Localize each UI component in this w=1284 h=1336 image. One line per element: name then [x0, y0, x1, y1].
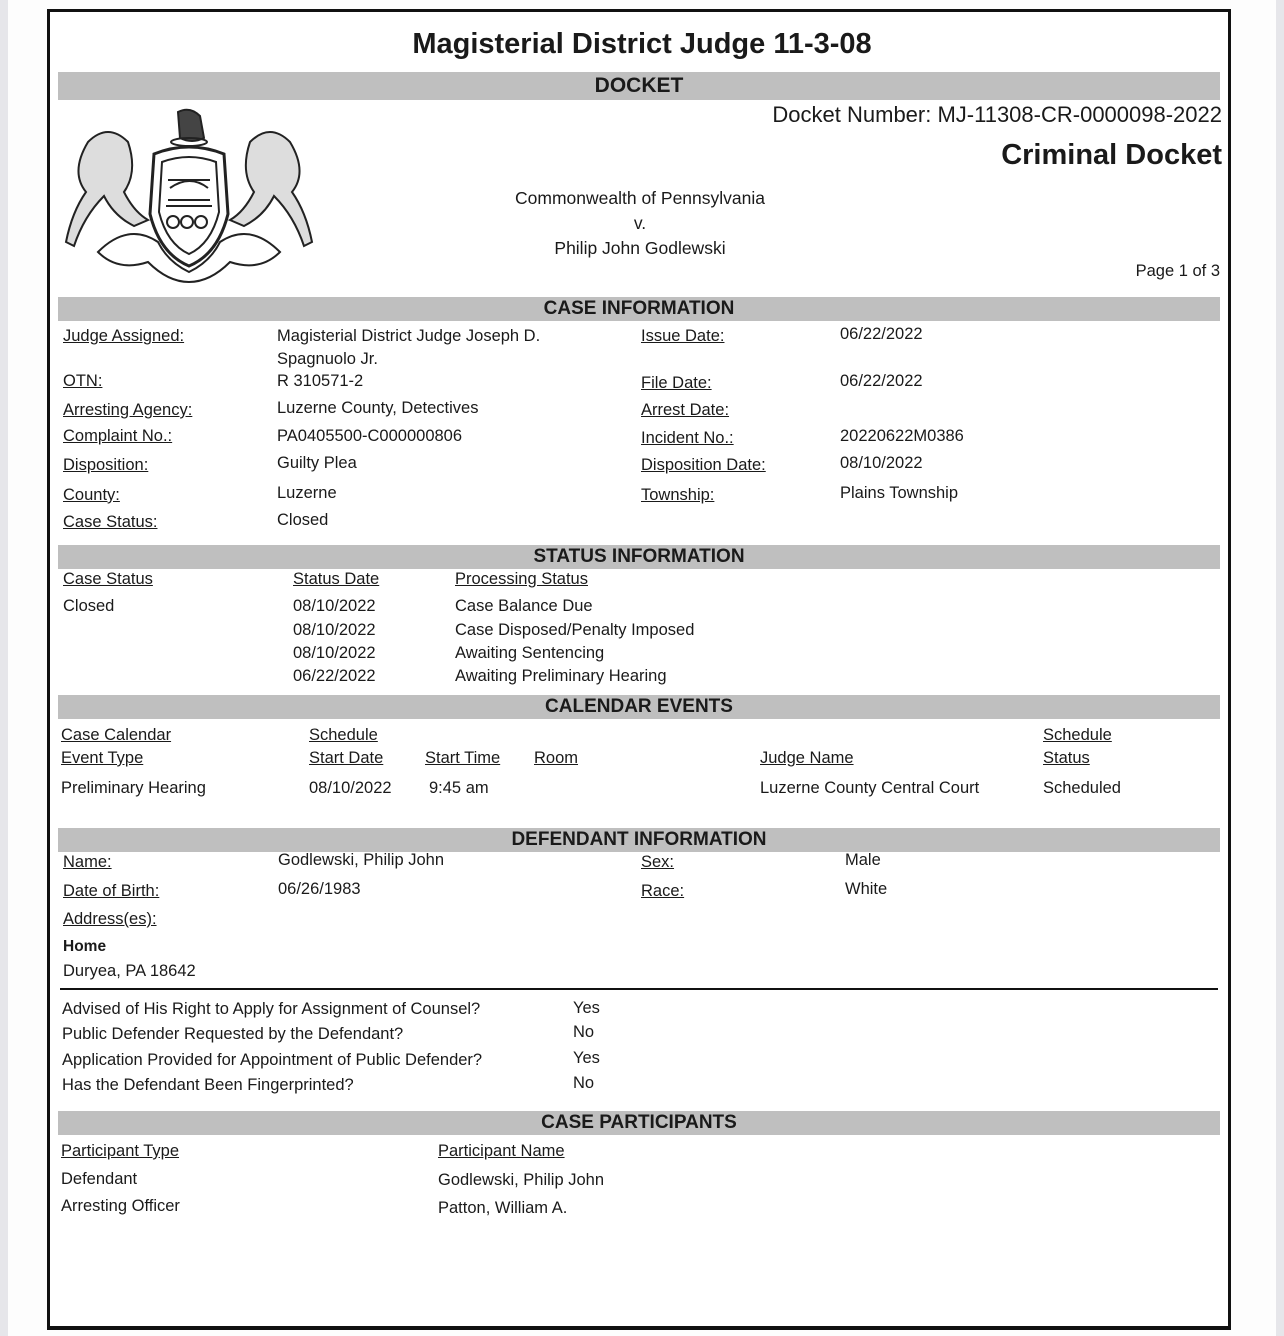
status-row-date: 08/10/2022 [293, 597, 376, 615]
status-case-status-value: Closed [63, 597, 115, 615]
cal-row-judge-name: Luzerne County Central Court [760, 779, 980, 797]
case-status-value: Closed [277, 511, 329, 529]
court-title: Magisterial District Judge 11-3-08 [412, 28, 872, 60]
dob-label: Date of Birth: [63, 882, 160, 900]
cal-row-start-date: 08/10/2022 [309, 779, 392, 797]
issue-date-value: 06/22/2022 [840, 325, 923, 343]
cal-col-start-time: Start Time [425, 749, 501, 767]
otn-label: OTN: [63, 372, 103, 390]
case-participants-bar [58, 1111, 1220, 1135]
cal-col-event-type-2: Event Type [61, 749, 144, 767]
incident-no-label: Incident No.: [641, 429, 734, 447]
arresting-agency-label: Arresting Agency: [63, 401, 193, 419]
status-row-date: 08/10/2022 [293, 621, 376, 639]
status-information-heading: STATUS INFORMATION [533, 546, 745, 567]
section-divider [60, 988, 1218, 990]
race-value: White [845, 880, 888, 898]
cal-row-start-time: 9:45 am [429, 779, 489, 797]
disposition-label: Disposition: [63, 456, 149, 474]
sex-value: Male [845, 851, 881, 869]
otn-value: R 310571-2 [277, 372, 364, 390]
question-text: Advised of His Right to Apply for Assignment of Counsel? [62, 1000, 481, 1018]
file-date-value: 06/22/2022 [840, 372, 923, 390]
docket-bar [58, 72, 1220, 100]
case-information-heading: CASE INFORMATION [543, 298, 735, 319]
arresting-agency-value: Luzerne County, Detectives [277, 399, 479, 417]
status-col-status-date: Status Date [293, 570, 380, 588]
defendant-name-value: Godlewski, Philip John [278, 851, 444, 869]
cal-col-judge-name: Judge Name [760, 749, 854, 767]
judge-assigned-value: Magisterial District Judge Joseph D. [277, 327, 541, 345]
county-label: County: [63, 486, 120, 504]
sex-label: Sex: [641, 853, 675, 871]
participant-name: Godlewski, Philip John [438, 1171, 604, 1189]
cal-col-start-date-2: Start Date [309, 749, 384, 767]
disposition-date-label: Disposition Date: [641, 456, 766, 474]
docket-number: Docket Number: MJ-11308-CR-0000098-2022 [772, 102, 1222, 127]
participant-col-name: Participant Name [438, 1142, 565, 1160]
arrest-date-label: Arrest Date: [641, 401, 730, 419]
cal-col-room: Room [534, 749, 579, 767]
status-col-processing-status: Processing Status [455, 570, 588, 588]
case-status-label: Case Status: [63, 513, 158, 531]
caption-plaintiff: Commonwealth of Pennsylvania [515, 188, 765, 208]
caption-defendant: Philip John Godlewski [554, 238, 726, 258]
question-answer: Yes [573, 1049, 600, 1067]
address-type: Home [63, 938, 107, 955]
cal-row-event-type: Preliminary Hearing [61, 779, 206, 797]
question-answer: Yes [573, 999, 600, 1017]
cal-col-status-2: Status [1043, 749, 1090, 767]
calendar-events-heading: CALENDAR EVENTS [545, 696, 733, 717]
status-row-status: Awaiting Sentencing [455, 644, 605, 662]
status-row-date: 06/22/2022 [293, 667, 376, 685]
case-information-bar [58, 297, 1220, 321]
judge-assigned-label: Judge Assigned: [63, 327, 185, 345]
viewer-edge-left [0, 0, 8, 1336]
pennsylvania-seal-icon [58, 102, 320, 292]
disposition-date-value: 08/10/2022 [840, 454, 923, 472]
issue-date-label: Issue Date: [641, 327, 725, 345]
question-text: Public Defender Requested by the Defendant? [62, 1025, 404, 1043]
status-row-status: Awaiting Preliminary Hearing [455, 667, 667, 685]
status-row-date: 08/10/2022 [293, 644, 376, 662]
viewer-edge-right [1276, 0, 1284, 1336]
question-answer: No [573, 1074, 595, 1092]
participant-col-type: Participant Type [61, 1142, 180, 1160]
participant-type: Arresting Officer [61, 1197, 180, 1215]
docket-page [47, 9, 1231, 1330]
address-value: Duryea, PA 18642 [63, 962, 196, 980]
cal-col-start-date-1: Schedule [309, 726, 378, 744]
caption-versus: v. [633, 213, 647, 233]
case-participants-heading: CASE PARTICIPANTS [541, 1112, 737, 1133]
participant-name: Patton, William A. [438, 1199, 568, 1217]
township-label: Township: [641, 486, 715, 504]
county-value: Luzerne [277, 484, 337, 502]
judge-assigned-value-cont: Spagnuolo Jr. [277, 350, 378, 368]
status-row-status: Case Balance Due [455, 597, 593, 615]
defendant-information-heading: DEFENDANT INFORMATION [511, 829, 767, 850]
cal-row-status: Scheduled [1043, 779, 1121, 797]
page-indicator: Page 1 of 3 [1135, 262, 1220, 280]
participant-type: Defendant [61, 1170, 138, 1188]
incident-no-value: 20220622M0386 [840, 427, 964, 445]
defendant-name-label: Name: [63, 853, 112, 871]
docket-heading: DOCKET [594, 74, 684, 97]
status-information-bar [58, 545, 1220, 569]
race-label: Race: [641, 882, 685, 900]
file-date-label: File Date: [641, 374, 712, 392]
cal-col-status-1: Schedule [1043, 726, 1112, 744]
status-col-case-status: Case Status [63, 570, 153, 588]
complaint-no-label: Complaint No.: [63, 427, 173, 445]
question-answer: No [573, 1023, 595, 1041]
docket-type: Criminal Docket [1001, 139, 1222, 171]
question-text: Has the Defendant Been Fingerprinted? [62, 1076, 354, 1094]
township-value: Plains Township [840, 484, 959, 502]
disposition-value: Guilty Plea [277, 454, 357, 472]
address-label: Address(es): [63, 910, 157, 928]
cal-col-event-type-1: Case Calendar [61, 726, 172, 744]
defendant-information-bar [58, 828, 1220, 852]
dob-value: 06/26/1983 [278, 880, 361, 898]
status-row-status: Case Disposed/Penalty Imposed [455, 621, 695, 639]
complaint-no-value: PA0405500-C000000806 [277, 427, 463, 445]
calendar-events-bar [58, 695, 1220, 719]
question-text: Application Provided for Appointment of Public Defender? [62, 1051, 483, 1069]
